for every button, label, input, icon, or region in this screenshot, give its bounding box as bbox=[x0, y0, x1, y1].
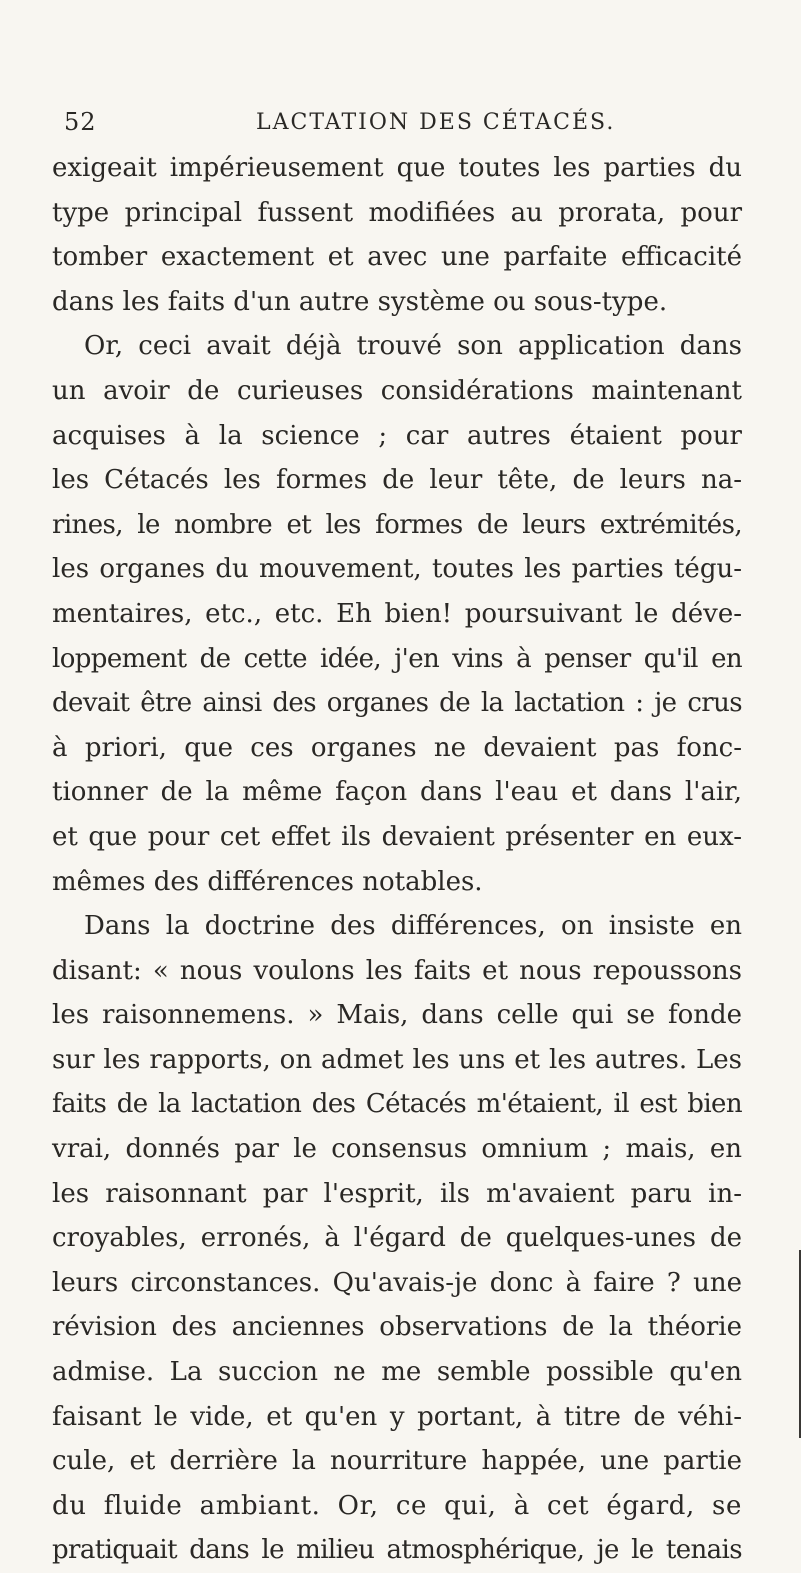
text-line: croyables, erronés, à l'égard de quelques-unes de bbox=[52, 1223, 742, 1254]
text-line: dans les faits d'un autre système ou sous-type. bbox=[52, 286, 668, 317]
text-line: à priori, que ces organes ne devaient pas fonc- bbox=[52, 732, 742, 763]
text-line: sur les rapports, on admet les uns et les autres. Les bbox=[52, 1044, 742, 1075]
text-line: disant: « nous voulons les faits et nous repoussons bbox=[52, 955, 742, 986]
text-line: leurs circonstances. Qu'avais-je donc à faire ? une bbox=[52, 1267, 742, 1298]
text-line: mêmes des différences notables. bbox=[52, 866, 483, 897]
text-line: un avoir de curieuses considérations maintenant bbox=[52, 375, 742, 406]
text-line: devait être ainsi des organes de la lactation : je crus bbox=[52, 688, 742, 719]
page-number: 52 bbox=[64, 108, 97, 136]
text-line: les raisonnemens. » Mais, dans celle qui se fonde bbox=[52, 1000, 742, 1031]
text-line: cule, et derrière la nourriture happée, une partie bbox=[52, 1446, 742, 1477]
text-line: révision des anciennes observations de la théorie bbox=[52, 1312, 742, 1343]
text-line: type principal fussent modifiées au prorata, pour bbox=[52, 197, 742, 228]
text-line: vrai, donnés par le consensus omnium ; mais, en bbox=[52, 1134, 742, 1165]
body-text bbox=[52, 146, 742, 1573]
page-header bbox=[60, 108, 740, 142]
text-line: loppement de cette idée, j'en vins à penser qu'il en bbox=[52, 643, 742, 674]
text-line: Dans la doctrine des différences, on insiste en bbox=[84, 911, 742, 942]
text-line: admise. La succion ne me semble possible qu'en bbox=[52, 1357, 742, 1388]
text-line: pratiquait dans le milieu atmosphérique, je le tenais bbox=[52, 1535, 742, 1566]
text-line: faisant le vide, et qu'en y portant, à titre de véhi- bbox=[52, 1401, 742, 1432]
running-head: LACTATION DES CÉTACÉS. bbox=[256, 110, 616, 135]
text-line: rines, le nombre et les formes de leurs extrémités, bbox=[52, 509, 742, 540]
text-line: faits de la lactation des Cétacés m'étaient, il est bien bbox=[52, 1089, 742, 1120]
text-line: et que pour cet effet ils devaient présenter en eux- bbox=[52, 821, 742, 852]
text-line: tionner de la même façon dans l'eau et dans l'air, bbox=[52, 777, 742, 808]
text-line: les organes du mouvement, toutes les parties tégu- bbox=[52, 554, 742, 585]
text-line: acquises à la science ; car autres étaient pour bbox=[52, 420, 742, 451]
text-line: mentaires, etc., etc. Eh bien! poursuivant le déve- bbox=[52, 598, 742, 629]
text-line: du fluide ambiant. Or, ce qui, à cet égard, se bbox=[52, 1490, 742, 1521]
text-line: les raisonnant par l'esprit, ils m'avaient paru in- bbox=[52, 1178, 742, 1209]
text-line: exigeait impérieusement que toutes les parties du bbox=[52, 153, 742, 183]
text-line: les Cétacés les formes de leur tête, de leurs na- bbox=[52, 465, 742, 496]
text-line: Or, ceci avait déjà trouvé son application dans bbox=[84, 331, 742, 362]
text-line: tomber exactement et avec une parfaite efficacité bbox=[52, 242, 742, 273]
